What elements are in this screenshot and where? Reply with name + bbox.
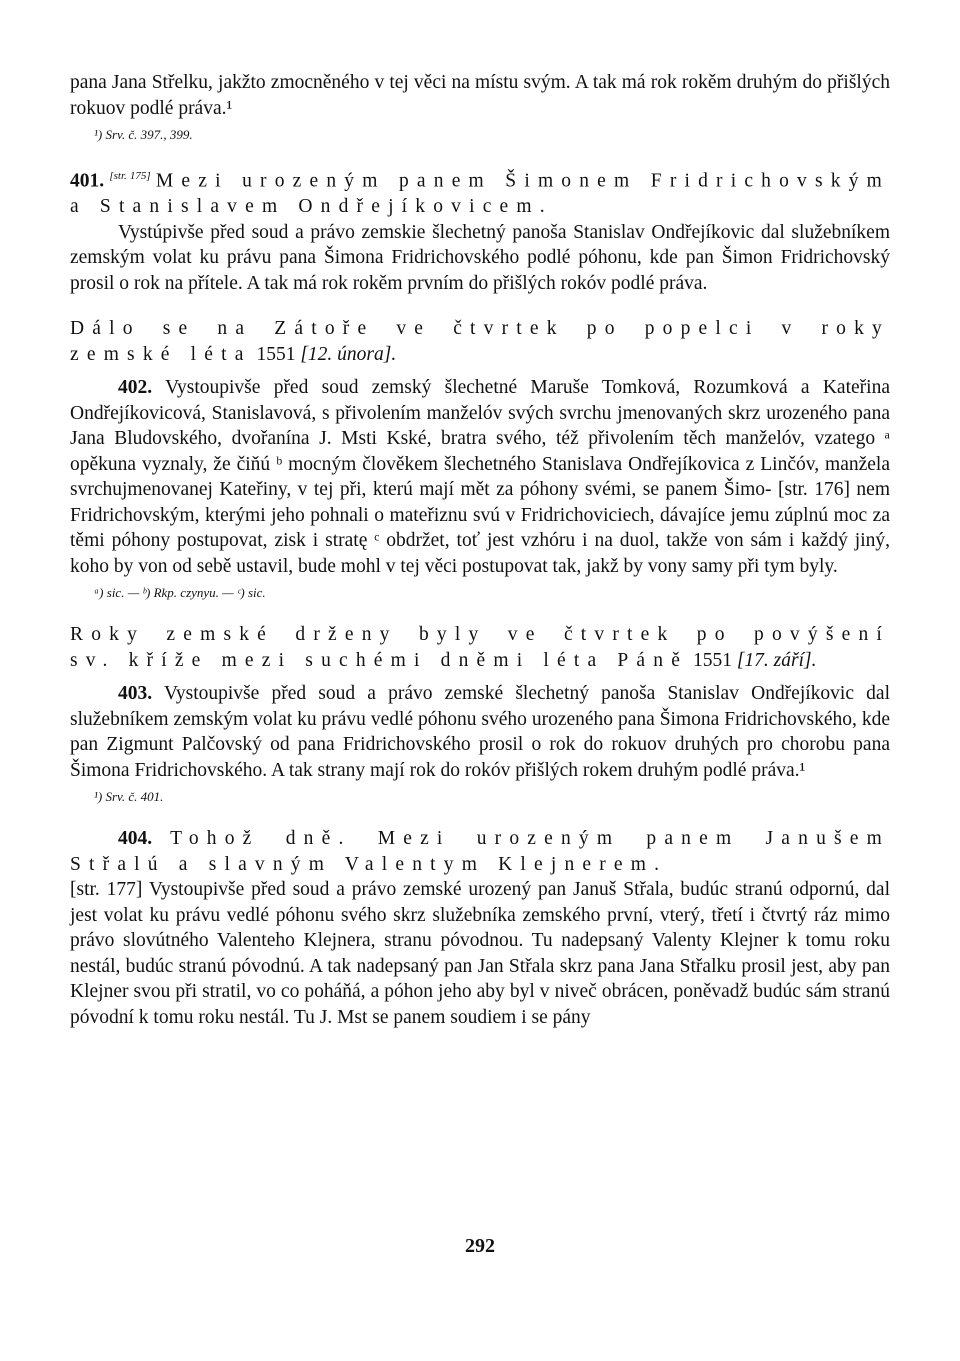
dateline-text: Dálo se na Zátoře ve čtvrtek po popelci v roky zemské léta [70, 318, 890, 365]
page-marker: [str. 175] [109, 170, 151, 182]
entry-number: 404. [118, 828, 153, 849]
entry-text-404: [str. 177] Vystoupivše před soud a právo zemské urozený pan Januš Střala, budúc stranú odpornú, dal jest volat ku právu vedlé póhonu svého skrz služebníka zemského první, vterý, třetí i čtvrtý ráz mimo právo slovútného Valenteho Klejnera, stranu póvodnou. Tu nadepsaný Valenty Klejner k tomu roku nestál, budúc stranú póvodnú. A tak nadepsaný pan Jan Střala skrz pana Jana Střalku prosil jest, aby pan Klejner svou při stratil, vo co poháňá, a póhon jeho aby byl v niveč obrácen, poněvadž budúc sám stranú póvodní k tomu roku nestál. Tu J. Mst se panem soudiem i se pány [70, 879, 890, 1028]
footnote: ¹) Srv. č. 401. [94, 789, 164, 804]
entry-heading-401 [70, 164, 890, 220]
dateline [70, 622, 890, 673]
entry-number: 402. [118, 377, 153, 398]
entry-body: Vystoupivše před soud zemský šlechetné Maruše Tomková, Rozumková a Kateřina Ondřejíkovicová, Stanislavová, s přivolením manželóv svých svrchu jmenovaných skrz urozeného pana Jana Bludovského, dvořanína J. Msti Kské, bratra svého, též přivolením těch manželóv, vzatego ᵃ opěkuna vyznaly, že čiňú ᵇ mocným člověkem šlechetného Stanislava Ondřejíkovica z Linčóv, manžela svrchujmenovanej Kateřiny, v tej při, kterú mají mět za póhony svémi, se panem Šimo- [str. 176] nem Fridrichovským, kterými jeho pohnali o mateřiznu svú v Fridrichoviciech, dávajíce jemu zúplnú moc za těmi póhony postupovat, zisk i stratę ᶜ obdržet, toť jest vzhóru i na duol, takže von sám i každý jiný, koho by von od sebě ustavil, bude mohl v tej věci postupovat tak, jakž by vony samy při tym byly. [70, 377, 890, 577]
dateline-text: Roky zemské drženy byly ve čtvrtek po povýšení sv. kříže mezi suchémi dněmi léta Páně [70, 624, 890, 671]
entry-title: Tohož dně. Mezi urozeným panem Janušem Střalú a slavným Valentym Klejnerem. [70, 828, 890, 875]
paragraph-continuation: pana Jana Střelku, jakžto zmocněného v tej věci na místu svým. A tak má rok rokěm druhým do přišlých rokuov podlé práva.¹ [70, 72, 890, 119]
entry-text-402 [70, 375, 890, 579]
entry-title: Mezi urozeným panem Šimonem Fridrichovským a Stanislavem Ondřejíkovicem. [70, 170, 891, 217]
dateline-date-note: [12. února]. [300, 343, 397, 365]
dateline-year: 1551 [256, 343, 296, 365]
entry-text-403 [70, 681, 890, 783]
entry-text-401: Vystúpivše před soud a právo zemskie šlechetný panoša Stanislav Ondřejíkovic dal služebníkem zemským volat ku právu pana Šimona Fridrichovského podlé póhonu, kde pan Šimon Fridrichovský prosil o rok na přítele. A tak má rok rokěm prvním do přišlých rokóv podlé práva. [70, 221, 890, 294]
dateline-date-note: [17. září]. [736, 649, 817, 671]
entry-number: 401. [70, 170, 105, 192]
footnote: ¹) Srv. č. 397., 399. [94, 127, 193, 142]
document-page [70, 70, 890, 1030]
entry-number: 403. [118, 683, 153, 704]
entry-body: Vystoupivše před soud a právo zemské šlechetný panoša Stanislav Ondřejíkovic dal služebníkem zemským volat ku právu vedlé póhonu svého urozeného pana Šimona Fridrichovského, kde pan Zigmunt Palčovský od pana Fridrichovského prosil o rok do rokuov druhých pro chorobu pana Šimona Fridrichovského. A tak strany mají rok do rokóv přišlých rokem druhým podlé práva.¹ [70, 683, 890, 781]
dateline [70, 316, 890, 367]
footnote: ᵃ) sic. — ᵇ) Rkp. czynyu. — ᶜ) sic. [94, 585, 266, 600]
dateline-year: 1551 [692, 649, 732, 671]
entry-heading-404 [70, 826, 890, 877]
page-number: 292 [465, 1235, 495, 1257]
